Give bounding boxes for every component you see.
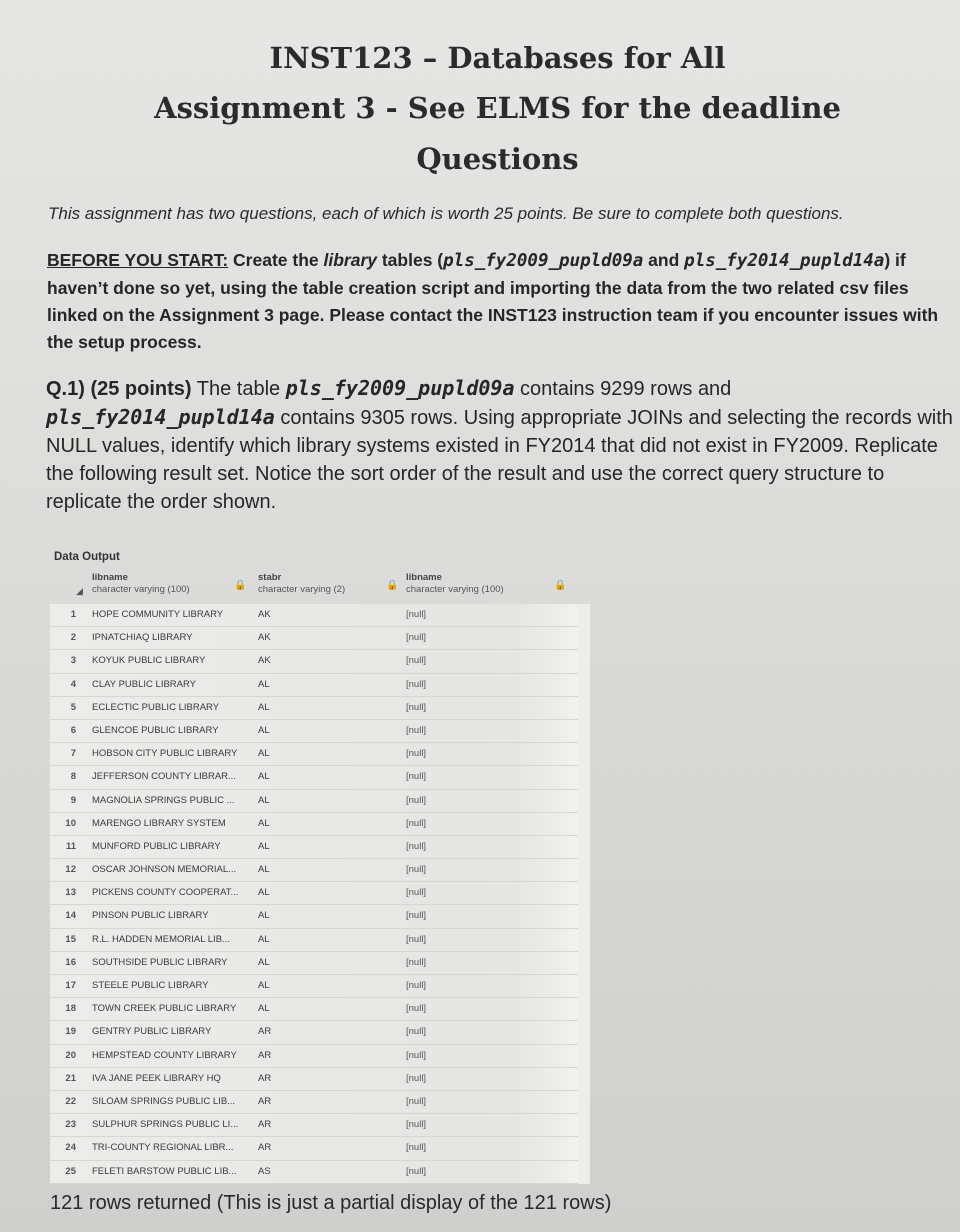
before-text: ) if haven’t done so yet, using the table creation script and importing the data from the two related csv files linked on the Assignment 3 page. Please contact the INST123 instruction team if you encounter issues with the setup process. [47,250,939,352]
row-number: 16 [65,956,76,968]
cell-stabr[interactable]: AL [258,724,270,736]
question-1 [46,374,954,516]
cell-null[interactable]: [null] [406,678,427,690]
cell-libname[interactable]: KOYUK PUBLIC LIBRARY [92,655,206,667]
cell-libname[interactable]: STEELE PUBLIC LIBRARY [92,980,209,991]
table-name-2014: pls_fy2014_pupld14a [684,251,885,271]
row-number: 5 [70,701,76,713]
table-row[interactable] [50,1091,578,1114]
intro-paragraph: This assignment has two questions, each of which is worth 25 points. Be sure to complete both questions. [48,204,844,223]
cell-null[interactable]: [null] [406,1049,427,1061]
cell-null[interactable]: [null] [406,1142,427,1154]
sort-arrow-icon[interactable]: ◢ [76,586,83,596]
cell-null[interactable]: [null] [406,956,427,968]
cell-stabr[interactable]: AR [258,1119,272,1131]
q1-text: The table [191,378,286,400]
table-row[interactable] [50,1137,578,1160]
cell-stabr[interactable]: AR [258,1026,272,1038]
cell-libname[interactable]: PICKENS COUNTY COOPERAT... [92,887,239,899]
cell-libname[interactable]: MUNFORD PUBLIC LIBRARY [92,840,221,852]
cell-stabr[interactable]: AL [258,980,270,991]
cell-libname[interactable]: GENTRY PUBLIC LIBRARY [92,1026,212,1038]
column-name: libname [92,572,128,583]
cell-null[interactable]: [null] [406,655,427,667]
cell-null[interactable]: [null] [406,748,427,760]
row-number: 9 [70,794,76,806]
table-row[interactable] [50,836,578,859]
cell-stabr[interactable]: AL [258,933,270,945]
row-number: 25 [65,1165,76,1177]
cell-libname[interactable]: IVA JANE PEEK LIBRARY HQ [92,1072,221,1084]
rows-returned-note: 121 rows returned (This is just a partial display of the 121 rows) [50,1192,612,1214]
library-word: library [323,250,377,270]
cell-null[interactable]: [null] [406,1165,427,1177]
table-row[interactable] [50,604,578,627]
cell-libname[interactable]: FELETI BARSTOW PUBLIC LIB... [92,1165,237,1177]
cell-stabr[interactable]: AK [258,632,271,644]
cell-libname[interactable]: SILOAM SPRINGS PUBLIC LIB... [92,1095,236,1107]
cell-libname[interactable]: CLAY PUBLIC LIBRARY [92,678,197,690]
row-number: 8 [70,771,76,783]
cell-libname[interactable]: MARENGO LIBRARY SYSTEM [92,817,226,829]
cell-stabr[interactable]: AL [258,701,270,713]
cell-libname[interactable]: GLENCOE PUBLIC LIBRARY [92,724,219,736]
cell-libname[interactable]: TOWN CREEK PUBLIC LIBRARY [92,1003,237,1015]
cell-null[interactable]: [null] [406,910,427,922]
table-row[interactable] [50,1068,578,1091]
before-text: tables ( [376,250,444,270]
q1-text: contains 9305 rows. Using appropriate JOINs and selecting the records with NULL values, identify which library systems existed in FY2014 that did not exist in FY2009. Replicate the following result set. Notice the sort order of the result and use the correct query structure to replicate the order shown. [46,407,953,513]
row-number: 18 [65,1003,76,1015]
cell-null[interactable]: [null] [406,1095,427,1107]
cell-null[interactable]: [null] [406,817,427,829]
row-number: 1 [70,609,76,620]
cell-libname[interactable]: SULPHUR SPRINGS PUBLIC LI... [92,1119,239,1131]
cell-stabr[interactable]: AR [258,1072,272,1084]
cell-stabr[interactable]: AL [258,794,270,806]
q1-text: contains 9299 rows and [514,378,732,400]
cell-null[interactable]: [null] [406,887,427,899]
cell-libname[interactable]: R.L. HADDEN MEMORIAL LIB... [92,933,230,945]
cell-stabr[interactable]: AR [258,1095,272,1107]
row-number: 22 [65,1095,76,1107]
table-row[interactable] [50,813,578,836]
column-header-libname-2[interactable] [406,572,504,596]
row-number: 7 [70,748,76,760]
lock-icon: 🔒 [554,580,567,591]
cell-libname[interactable]: JEFFERSON COUNTY LIBRAR... [92,771,236,783]
table-name-2009: pls_fy2009_pupld09a [285,376,515,400]
row-number: 4 [70,678,76,690]
cell-libname[interactable]: HOBSON CITY PUBLIC LIBRARY [92,748,238,760]
table-row[interactable] [50,766,578,789]
table-name-2009: pls_fy2009_pupld09a [443,251,644,271]
course-title: INST123 – Databases for All [269,41,726,75]
cell-stabr[interactable]: AL [258,817,270,829]
data-output-title: Data Output [54,551,120,563]
column-type: character varying (100) [406,584,504,595]
row-number: 23 [65,1119,76,1131]
lock-icon: 🔒 [234,580,247,591]
table-row[interactable] [50,952,578,975]
row-number: 3 [70,655,76,667]
cell-stabr[interactable]: AL [258,887,270,899]
table-row[interactable] [50,905,578,928]
before-text: Create the [228,250,324,270]
cell-stabr[interactable]: AL [258,748,270,760]
cell-libname[interactable]: HEMPSTEAD COUNTY LIBRARY [92,1049,237,1061]
row-number: 2 [70,632,76,644]
column-header-libname[interactable] [92,572,190,596]
cell-libname[interactable]: PINSON PUBLIC LIBRARY [92,910,209,922]
cell-libname[interactable]: ECLECTIC PUBLIC LIBRARY [92,701,220,713]
cell-stabr[interactable]: AL [258,864,270,876]
column-header-stabr[interactable] [258,572,345,596]
cell-null[interactable]: [null] [406,1003,427,1015]
lock-icon: 🔒 [386,580,399,591]
q1-label: Q.1) (25 points) [46,378,192,400]
cell-libname[interactable]: TRI-COUNTY REGIONAL LIBR... [92,1142,234,1154]
before-text: and [643,250,685,270]
table-row[interactable] [50,790,578,813]
cell-stabr[interactable]: AR [258,1049,272,1061]
grid-header [50,568,590,604]
cell-null[interactable]: [null] [406,771,427,783]
cell-null[interactable]: [null] [406,1072,427,1084]
table-row[interactable] [50,720,578,743]
table-row[interactable] [50,1021,578,1044]
cell-null[interactable]: [null] [406,794,427,806]
row-number: 15 [65,933,76,945]
row-number: 19 [65,1026,76,1038]
table-row[interactable] [50,697,578,720]
table-row[interactable] [50,1045,578,1068]
cell-null[interactable]: [null] [406,980,427,991]
table-row[interactable] [50,929,578,952]
cell-null[interactable]: [null] [406,632,427,644]
row-number: 13 [65,887,76,899]
grid-body [50,604,590,1184]
row-number: 10 [65,817,76,829]
row-number: 21 [65,1072,76,1084]
row-number: 20 [65,1049,76,1061]
row-number: 17 [65,980,76,991]
table-row[interactable] [50,975,578,998]
cell-stabr[interactable]: AK [258,655,271,667]
cell-null[interactable]: [null] [406,1026,427,1038]
table-row[interactable] [50,627,578,650]
cell-stabr[interactable]: AL [258,678,270,690]
cell-libname[interactable]: HOPE COMMUNITY LIBRARY [92,609,224,620]
column-name: stabr [258,572,282,583]
table-row[interactable] [50,998,578,1021]
cell-libname[interactable]: IPNATCHIAQ LIBRARY [92,632,193,644]
table-row[interactable] [50,650,578,673]
cell-null[interactable]: [null] [406,609,427,620]
table-row[interactable] [50,1161,578,1184]
assignment-title: Assignment 3 - See ELMS for the deadline [154,91,841,125]
cell-null[interactable]: [null] [406,840,427,852]
cell-stabr[interactable]: AL [258,910,270,922]
table-row[interactable] [50,882,578,905]
cell-libname[interactable]: MAGNOLIA SPRINGS PUBLIC ... [92,794,235,806]
cell-stabr[interactable]: AL [258,771,270,783]
cell-stabr[interactable]: AS [258,1165,271,1177]
before-label: BEFORE YOU START: [47,250,229,270]
cell-stabr[interactable]: AL [258,840,270,852]
table-row[interactable] [50,743,578,766]
cell-stabr[interactable]: AL [258,956,270,968]
section-title: Questions [416,142,579,176]
cell-null[interactable]: [null] [406,701,427,713]
row-number: 6 [70,724,76,736]
cell-null[interactable]: [null] [406,864,427,876]
cell-null[interactable]: [null] [406,1119,427,1131]
row-number: 14 [65,910,76,922]
table-row[interactable] [50,859,578,882]
setup-instructions [47,247,947,356]
row-number: 12 [65,864,76,876]
data-output-grid [50,546,590,1184]
row-number: 24 [65,1142,76,1154]
cell-null[interactable]: [null] [406,933,427,945]
cell-null[interactable]: [null] [406,724,427,736]
cell-stabr[interactable]: AK [258,609,271,620]
row-number: 11 [65,840,76,852]
column-type: character varying (100) [92,584,190,595]
cell-libname[interactable]: OSCAR JOHNSON MEMORIAL... [92,864,237,876]
table-row[interactable] [50,674,578,697]
column-name: libname [406,572,442,583]
column-type: character varying (2) [258,584,346,595]
table-name-2014: pls_fy2014_pupld14a [46,405,275,429]
cell-libname[interactable]: SOUTHSIDE PUBLIC LIBRARY [92,956,228,968]
cell-stabr[interactable]: AL [258,1003,270,1015]
cell-stabr[interactable]: AR [258,1142,272,1154]
table-row[interactable] [50,1114,578,1137]
